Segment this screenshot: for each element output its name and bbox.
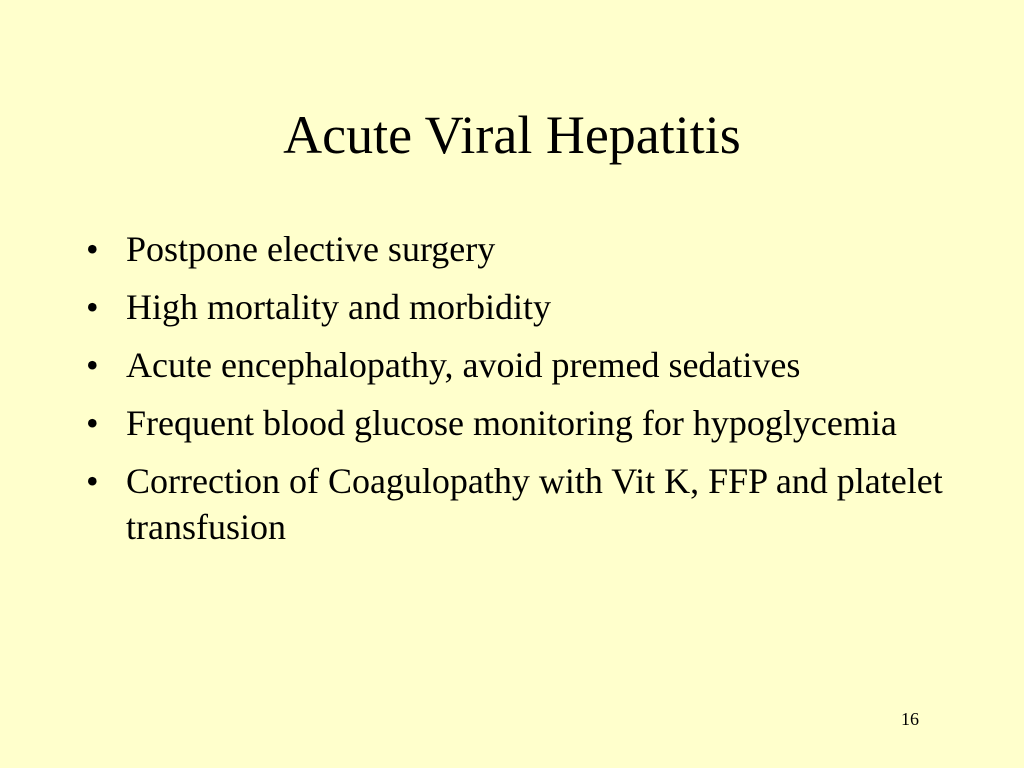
bullet-text: Postpone elective surgery bbox=[126, 229, 496, 269]
bullet-item-encephalopathy bbox=[86, 342, 946, 388]
bullet-icon: • bbox=[86, 403, 99, 443]
bullet-icon: • bbox=[86, 461, 99, 501]
bullet-text: Correction of Coagulopathy with Vit K, FFP and platelet transfusion bbox=[126, 461, 943, 547]
page-number: 16 bbox=[901, 709, 919, 729]
bullet-item-glucose-monitoring bbox=[86, 400, 946, 446]
bullet-item-mortality bbox=[86, 284, 946, 330]
bullet-text: Acute encephalopathy, avoid premed sedatives bbox=[126, 345, 801, 385]
bullet-icon: • bbox=[86, 287, 99, 327]
bullet-item-coagulopathy bbox=[86, 458, 946, 550]
bullet-list bbox=[86, 226, 946, 562]
bullet-text: High mortality and morbidity bbox=[126, 287, 551, 327]
bullet-text: Frequent blood glucose monitoring for hypoglycemia bbox=[126, 403, 897, 443]
bullet-icon: • bbox=[86, 229, 99, 269]
slide-title: Acute Viral Hepatitis bbox=[283, 105, 741, 165]
bullet-item-postpone-surgery bbox=[86, 226, 946, 272]
bullet-icon: • bbox=[86, 345, 99, 385]
